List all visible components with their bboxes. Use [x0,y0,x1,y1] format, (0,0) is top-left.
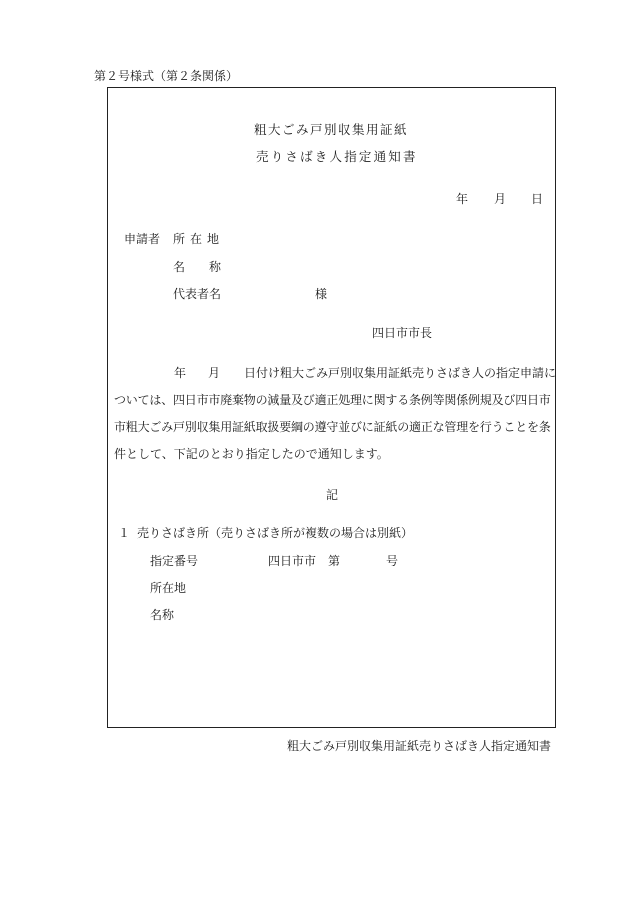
honorific-sama: 様 [315,287,328,301]
document-title-line-1: 粗大ごみ戸別収集用証紙 [254,122,409,137]
body-paragraph-line-2: ついては、四日市市廃棄物の減量及び適正処理に関する条例等関係例規及び四日市 [114,393,551,407]
designation-dai: 第 [328,554,341,568]
name-label-part-2: 称 [209,260,222,274]
date-year-label: 年 [456,192,469,206]
shop-location-label: 所在地 [150,581,187,595]
issuer-mayor: 四日市市長 [372,326,433,340]
name-label-part-1: 名 [173,260,186,274]
applicant-label: 申請者 [124,232,161,246]
item-1-title: 売りさばき所（売りさばき所が複数の場合は別紙） [137,526,414,540]
body-year-label: 年 [174,366,187,380]
document-title-line-2: 売りさばき人指定通知書 [256,149,418,164]
body-month-label: 月 [208,366,221,380]
footer-caption: 粗大ごみ戸別収集用証紙売りさばき人指定通知書 [287,739,552,753]
item-1-number: １ [118,526,131,540]
note-heading-ki: 記 [326,488,339,502]
address-label: 所在地 [173,232,225,246]
representative-label: 代表者名 [173,287,222,301]
shop-name-label: 名称 [150,608,175,622]
body-paragraph-line-4: 件として、下記のとおり指定したので通知します。 [114,447,389,461]
body-paragraph-line-3: 市粗大ごみ戸別収集用証紙取扱要綱の遵守並びに証紙の適正な管理を行うことを条 [114,420,551,434]
form-number: 第２号様式（第２条関係） [94,69,239,83]
date-month-label: 月 [494,192,507,206]
designation-go: 号 [386,554,399,568]
designation-number-label: 指定番号 [150,554,199,568]
body-line-1-text: 日付け粗大ごみ戸別収集用証紙売りさばき人の指定申請に [244,366,557,380]
designation-city-prefix: 四日市市 [268,554,317,568]
date-day-label: 日 [531,192,544,206]
form-frame [107,87,556,728]
